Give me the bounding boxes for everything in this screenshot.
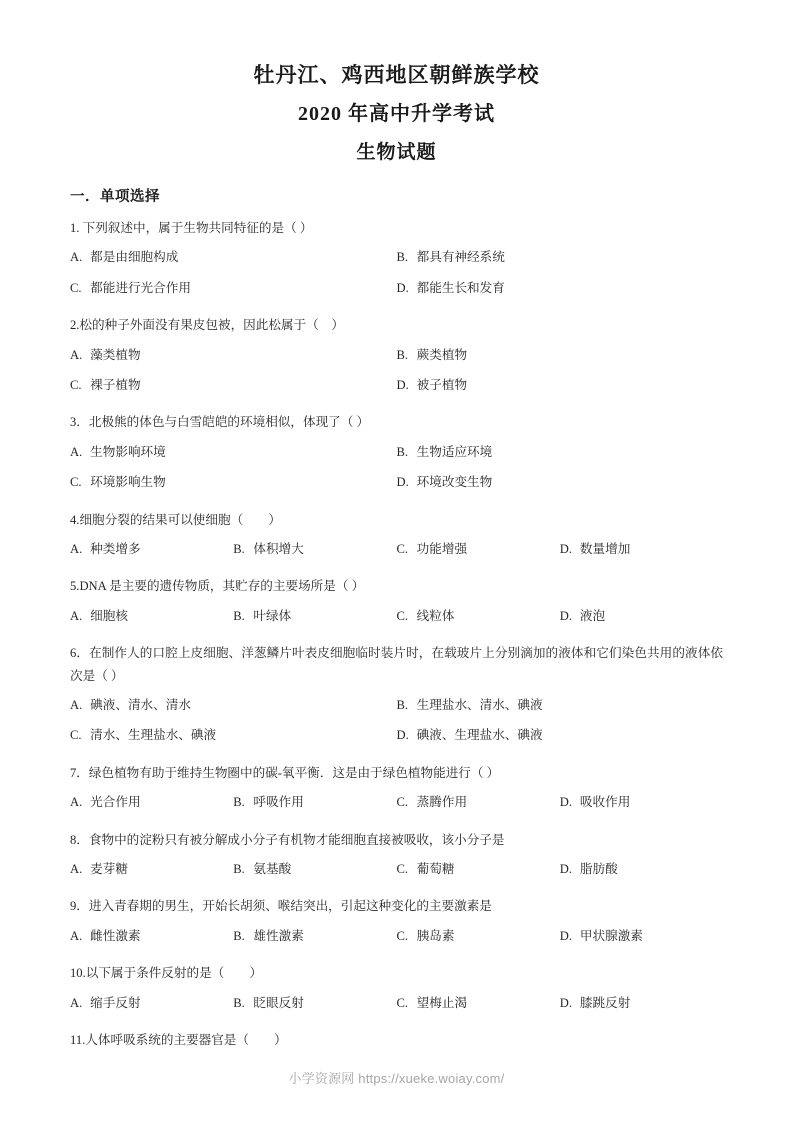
option-label: B. [396, 347, 409, 362]
question-stem: 4.细胞分裂的结果可以使细胞（ ） [70, 512, 281, 527]
option-label: A. [70, 928, 83, 943]
question-options [70, 601, 723, 631]
option-text: 脂肪酸 [579, 861, 618, 876]
option-text: 裸子植物 [90, 377, 141, 392]
question-item [70, 642, 723, 751]
option-label: C. [396, 995, 409, 1010]
question-stem: 10.以下属于条件反射的是（ ） [70, 966, 263, 981]
section-heading-multiple-choice: 一．单项选择 [70, 189, 160, 205]
question-options [70, 437, 723, 498]
questions-container [70, 217, 723, 1051]
option-label: C. [70, 728, 82, 743]
question-stem: 1. 下列叙述中，属于生物共同特征的是（ ） [70, 221, 313, 235]
question-stem: 5.DNA 是主要的遗传物质，其贮存的主要场所是（ ） [70, 579, 365, 594]
option-choice[interactable] [70, 534, 233, 564]
question-stem: 11.人体呼吸系统的主要器官是（ ） [70, 1032, 287, 1047]
option-label: B. [233, 995, 245, 1010]
option-text: 藻类植物 [90, 347, 141, 362]
school-name-title: 牡丹江、鸡西地区朝鲜族学校 [253, 63, 540, 87]
question-stem: 7．绿色植物有助于维持生物圈中的碳-氧平衡．这是由于绿色植物能进行（ ） [70, 765, 500, 780]
question-options [70, 340, 723, 401]
option-label: A. [70, 861, 83, 876]
option-label: B. [233, 608, 245, 623]
option-text: 叶绿体 [253, 608, 292, 623]
option-text: 呼吸作用 [253, 795, 304, 810]
option-choice[interactable] [397, 370, 724, 400]
question-options [70, 242, 723, 303]
option-label: A. [70, 347, 83, 362]
option-label: D. [396, 377, 409, 392]
question-options [70, 690, 723, 751]
option-text: 胰岛素 [416, 928, 455, 943]
option-choice[interactable] [560, 534, 723, 564]
option-text: 清水、生理盐水、碘液 [90, 728, 217, 743]
question-item [70, 1029, 723, 1051]
option-choice[interactable] [70, 988, 233, 1018]
question-item [70, 962, 723, 1018]
option-choice[interactable] [397, 787, 560, 817]
option-label: B. [396, 697, 409, 712]
question-options [70, 854, 723, 884]
question-stem: 6．在制作人的口腔上皮细胞、洋葱鳞片叶表皮细胞临时装片时，在载玻片上分别滴加的液体和它们染色共用的液体依次是（ ） [70, 646, 723, 683]
option-choice[interactable] [397, 467, 724, 497]
option-choice[interactable] [233, 601, 396, 631]
option-label: D. [559, 795, 572, 810]
option-choice[interactable] [560, 601, 723, 631]
option-choice[interactable] [233, 854, 396, 884]
option-text: 被子植物 [416, 377, 468, 392]
option-text: 麦芽糖 [90, 861, 128, 876]
option-choice[interactable] [233, 988, 396, 1018]
option-label: C. [70, 280, 82, 295]
question-item [70, 829, 723, 885]
option-choice[interactable] [397, 720, 724, 750]
option-label: A. [70, 250, 83, 265]
option-text: 生物适应环境 [416, 444, 493, 459]
option-label: A. [70, 697, 83, 712]
option-text: 甲状腺激素 [579, 928, 643, 943]
option-choice[interactable] [397, 854, 560, 884]
option-choice[interactable] [70, 467, 397, 497]
option-text: 环境改变生物 [416, 475, 493, 490]
option-label: A. [70, 608, 83, 623]
option-text: 氨基酸 [253, 861, 292, 876]
option-choice[interactable] [397, 340, 724, 370]
question-item [70, 411, 723, 497]
option-label: B. [233, 928, 245, 943]
question-item [70, 217, 723, 303]
option-choice[interactable] [70, 921, 233, 951]
option-choice[interactable] [397, 988, 560, 1018]
question-stem: 2.松的种子外面没有果皮包被，因此松属于（ ） [70, 318, 344, 333]
question-options [70, 534, 723, 564]
question-item [70, 895, 723, 951]
option-label: D. [559, 861, 572, 876]
option-text: 碘液、生理盐水、碘液 [416, 728, 543, 743]
option-text: 望梅止渴 [416, 995, 468, 1010]
option-text: 雄性激素 [253, 928, 304, 943]
option-label: C. [396, 541, 409, 556]
option-label: C. [396, 608, 409, 623]
option-label: A. [70, 541, 83, 556]
option-choice[interactable] [560, 988, 723, 1018]
option-text: 生物影响环境 [90, 444, 166, 459]
question-stem: 9．进入青春期的男生，开始长胡须、喉结突出，引起这种变化的主要激素是 [70, 899, 492, 914]
option-label: D. [559, 541, 572, 556]
option-text: 雌性激素 [90, 928, 141, 943]
option-label: D. [396, 475, 409, 490]
option-label: B. [396, 444, 409, 459]
option-text: 眨眼反射 [253, 995, 304, 1010]
question-options [70, 787, 723, 817]
question-stem: 8．食物中的淀粉只有被分解成小分子有机物才能细胞直接被吸收，该小分子是 [70, 832, 505, 847]
question-stem: 3．北极熊的体色与白雪皑皑的环境相似，体现了（ ） [70, 415, 370, 430]
option-choice[interactable] [233, 534, 396, 564]
option-choice[interactable] [70, 720, 397, 750]
option-label: D. [396, 280, 409, 295]
option-label: A. [70, 995, 83, 1010]
option-choice[interactable] [397, 242, 724, 272]
option-text: 都能生长和发育 [416, 280, 505, 295]
option-choice[interactable] [70, 787, 233, 817]
option-text: 体积增大 [253, 541, 304, 556]
option-choice[interactable] [560, 921, 723, 951]
option-text: 都能进行光合作用 [90, 280, 191, 295]
option-choice[interactable] [397, 601, 560, 631]
option-choice[interactable] [560, 787, 723, 817]
option-label: C. [70, 377, 82, 392]
option-choice[interactable] [397, 690, 724, 720]
option-text: 蕨类植物 [416, 347, 468, 362]
option-text: 碘液、清水、清水 [90, 697, 191, 712]
option-choice[interactable] [397, 921, 560, 951]
option-choice[interactable] [70, 340, 397, 370]
option-choice[interactable] [70, 370, 397, 400]
question-options [70, 988, 723, 1018]
exam-year-title: 2020 年高中升学考试 [298, 103, 495, 126]
option-text: 光合作用 [90, 795, 141, 810]
subject-title: 生物试题 [356, 142, 437, 164]
question-item [70, 314, 723, 400]
option-label: C. [396, 861, 409, 876]
option-label: D. [559, 995, 572, 1010]
question-item [70, 509, 723, 565]
question-options [70, 921, 723, 951]
option-label: D. [559, 928, 572, 943]
option-choice[interactable] [70, 601, 233, 631]
option-choice[interactable] [70, 690, 397, 720]
option-text: 蒸腾作用 [416, 795, 468, 810]
option-text: 葡萄糖 [416, 861, 455, 876]
option-label: A. [70, 444, 83, 459]
option-choice[interactable] [70, 854, 233, 884]
question-item [70, 762, 723, 818]
option-text: 线粒体 [416, 608, 455, 623]
option-label: C. [396, 795, 409, 810]
option-choice[interactable] [233, 921, 396, 951]
option-text: 环境影响生物 [90, 475, 166, 490]
option-label: D. [559, 608, 572, 623]
option-text: 细胞核 [90, 608, 128, 623]
option-label: C. [70, 475, 82, 490]
option-choice[interactable] [397, 437, 724, 467]
option-text: 吸收作用 [579, 795, 631, 810]
option-label: A. [70, 795, 83, 810]
option-label: D. [396, 728, 409, 743]
option-text: 数量增加 [579, 541, 631, 556]
option-choice[interactable] [70, 242, 397, 272]
option-label: C. [396, 928, 409, 943]
document-title-block [70, 0, 723, 165]
option-text: 生理盐水、清水、碘液 [416, 697, 543, 712]
watermark: 小学资源网 https://xueke.woiay.com/ [288, 1071, 505, 1086]
option-text: 功能增强 [416, 541, 468, 556]
option-choice[interactable] [70, 273, 397, 303]
option-text: 缩手反射 [90, 995, 141, 1010]
option-choice[interactable] [397, 534, 560, 564]
option-label: B. [233, 541, 245, 556]
option-choice[interactable] [233, 787, 396, 817]
option-label: B. [233, 795, 245, 810]
option-text: 液泡 [579, 608, 606, 623]
option-text: 都具有神经系统 [416, 250, 505, 265]
option-choice[interactable] [397, 273, 724, 303]
option-choice[interactable] [70, 437, 397, 467]
option-choice[interactable] [560, 854, 723, 884]
option-label: B. [396, 250, 409, 265]
option-label: B. [233, 861, 245, 876]
option-text: 膝跳反射 [579, 995, 631, 1010]
question-item [70, 575, 723, 631]
option-text: 种类增多 [90, 541, 141, 556]
option-text: 都是由细胞构成 [90, 250, 179, 265]
